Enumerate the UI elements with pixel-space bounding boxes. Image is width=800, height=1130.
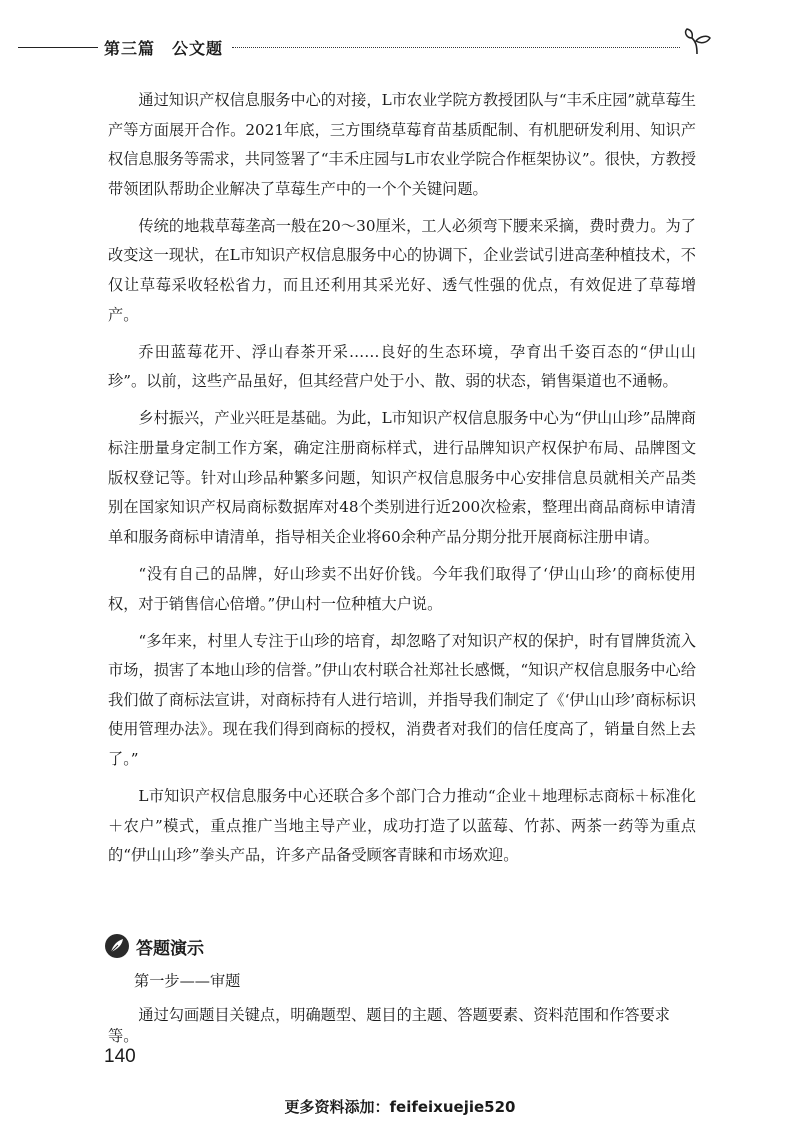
paragraph-2: 传统的地栽草莓垄高一般在20～30厘米，工人必须弯下腰来采摘，费时费力。为了改变这一现状，在L市知识产权信息服务中心的协调下，企业尝试引进高垄种植技术，不仅让草莓采收轻松省力，而且还利用其采光好、透气性强的优点，有效促进了草莓增产。 xyxy=(108,216,696,324)
paragraph-3: 乔田蓝莓花开、浮山春茶开采……良好的生态环境，孕育出千姿百态的“伊山山珍”。以前，这些产品虽好，但其经营户处于小、散、弱的状态，销售渠道也不通畅。 xyxy=(108,342,696,391)
sprout-icon xyxy=(680,24,714,58)
paragraph-5: “没有自己的品牌，好山珍卖不出好价钱。今年我们取得了‘伊山山珍’的商标使用权，对于销售信心倍增。”伊山村一位种植大户说。 xyxy=(108,564,696,613)
answer-demo-title: 答题演示 xyxy=(136,938,204,959)
page-number: 140 xyxy=(104,1046,136,1067)
running-header xyxy=(0,36,800,60)
paragraph-7: L市知识产权信息服务中心还联合多个部门合力推动“企业＋地理标志商标＋标准化＋农户”模式，重点推广当地主导产业，成功打造了以蓝莓、竹荪、两茶一药等为重点的“伊山山珍”拳头产品，许多产品备受顾客青睐和市场欢迎。 xyxy=(108,787,696,865)
step-one-label: 第一步——审题 xyxy=(134,972,241,990)
paragraph-1: 通过知识产权信息服务中心的对接，L市农业学院方教授团队与“丰禾庄园”就草莓生产等方面展开合作。2021年底，三方围绕草莓育苗基质配制、有机肥研发利用、知识产权信息服务等需求，共同签署了“丰禾庄园与L市农业学院合作框架协议”。很快，方教授带领团队帮助企业解决了草莓生产中的一个个关键问题。 xyxy=(108,91,696,198)
step-one-text: 通过勾画题目关键点，明确题型、题目的主题、答题要素、资料范围和作答要求等。 xyxy=(108,1006,670,1045)
header-rule-right xyxy=(232,47,680,48)
header-rule-left xyxy=(18,47,98,48)
article-body xyxy=(108,86,696,878)
paragraph-4: 乡村振兴，产业兴旺是基础。为此，L市知识产权信息服务中心为“伊山山珍”品牌商标注册量身定制工作方案，确定注册商标样式，进行品牌知识产权保护布局、品牌图文版权登记等。针对山珍品种繁多问题，知识产权信息服务中心安排信息员就相关产品类别在国家知识产权局商标数据库对48个类别进行近200次检索，整理出商品商标申请清单和服务商标申请清单，指导相关企业将60余种产品分期分批开展商标注册申请。 xyxy=(108,409,696,546)
answer-demo-heading xyxy=(104,932,204,960)
footer-note: 更多资料添加：feifeixuejie520 xyxy=(284,1098,516,1116)
paragraph-6: “多年来，村里人专注于山珍的培育，却忽略了对知识产权的保护，时有冒牌货流入市场，损害了本地山珍的信誉。”伊山农村联合社郑社长感慨，“知识产权信息服务中心给我们做了商标法宣讲，对商标持有人进行培训，并指导我们制定了《‘伊山山珍’商标标识使用管理办法》。现在我们得到商标的授权，消费者对我们的信任度高了，销量自然上去了。” xyxy=(108,631,696,768)
section-title: 第三篇 公文题 xyxy=(104,39,224,58)
quill-badge-icon xyxy=(104,933,130,959)
